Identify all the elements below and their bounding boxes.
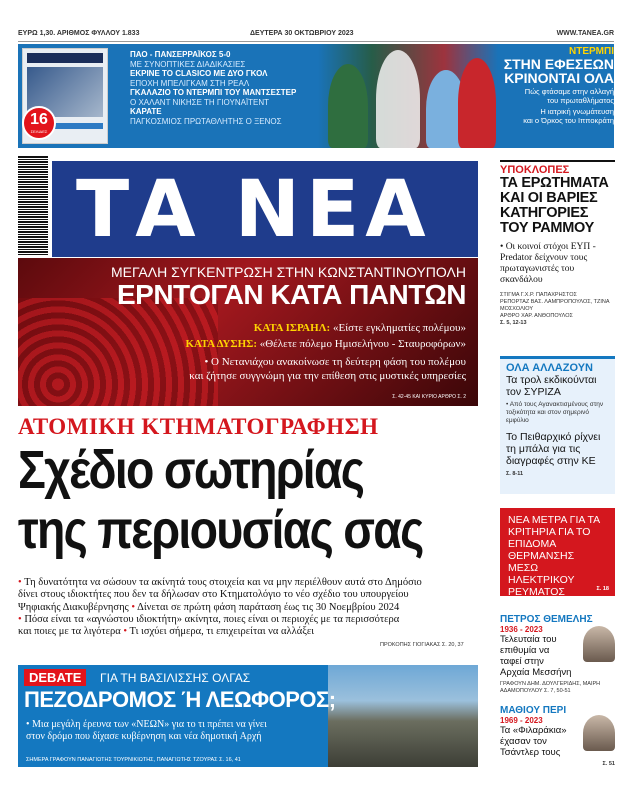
story-text: • Οι κοινοί στόχοι ΕΥΠ - Predator δείχνουν τους πρωταγωνιστές του σκανδάλου (500, 242, 596, 285)
portrait-avatar (583, 715, 615, 751)
masthead[interactable] (52, 161, 478, 257)
issue-date: ΔΕΥΤΕΡΑ 30 ΟΚΤΩΒΡΙΟΥ 2023 (250, 30, 354, 37)
promo-line: ΠΑΓΚΟΣΜΙΟΣ ΠΡΩΤΑΘΛΗΤΗΣ Ο ΞΕΝΟΣ (130, 116, 282, 126)
derby-kicker: ΝΤΕΡΜΠΙ (569, 46, 614, 57)
erdogan-line (185, 338, 466, 350)
story-page-ref: Σ. 18 (596, 586, 609, 592)
story-heating-allowance[interactable] (500, 508, 615, 596)
story-page-ref: Σ. 8-11 (506, 471, 524, 477)
street-photo (328, 665, 478, 767)
erdogan-line (254, 322, 466, 334)
derby-story (496, 46, 614, 125)
story-headline: ΝΕΑ ΜΕΤΡΑ ΓΙΑ ΤΑ ΚΡΙΤΗΡΙΑ ΓΙΑ ΤΟ ΕΠΙΔΟΜΑ ΘΕΡΜΑΝΣΗΣ ΜΕΣΩ ΗΛΕΚΤΡΙΚΟΥ ΡΕΥΜΑΤΟΣ (508, 514, 600, 598)
debate-credits: ΣΗΜΕΡΑ ΓΡΑΦΟΥΝ ΠΑΝΑΓΙΩΤΗΣ ΤΟΥΡΝΙΚΙΩΤΗΣ, ΠΑΝΑΓΙΩΤΗΣ ΤΖΟΥΡΑΣ Σ. 16, 41 (26, 757, 241, 763)
story-wiretaps[interactable] (500, 164, 615, 327)
derby-text: Πώς φτάσαμε στην αλλαγή (524, 87, 614, 96)
erdogan-headline: ΕΡΝΤΟΓΑΝ ΚΑΤΑ ΠΑΝΤΩΝ (116, 279, 466, 310)
erdogan-line: και ζήτησε συγγνώμη για την επίθεση στις μυστικές υπηρεσίες (189, 370, 466, 382)
erdogan-line: • Ο Νετανιάχου ανακοίνωσε τη δεύτερη φάση του πολέμου (204, 356, 466, 368)
story-text: • Από τους Αγανακτισμένους στην τοξικότητα και στον σημερινό εμφύλιο (506, 401, 604, 424)
pages-badge (22, 106, 56, 140)
promo-line: ΜΕ ΣΥΝΟΠΤΙΚΕΣ ΔΙΑΔΙΚΑΣΙΕΣ (130, 59, 246, 69)
headline-line: της περιουσίας σας (18, 500, 423, 560)
body-text: δίνει στους ιδιοκτήτες που δεν τα δήλωσαν στο Κτηματολόγιο το νέο σχέδιο του υπουργείου (18, 589, 409, 601)
main-body: • Τη δυνατότητα να σώσουν τα ακίνητά τους στοιχεία και να μην περιέλθουν αυτά στο Δημόσιο δίνει στους ιδιοκτήτες που δεν τα δήλωσαν στο Κτηματολόγιο το νέο σχέδιο του υπουργείου Ψηφιακής Διακυβέρνησης • Δίνεται σε πρώτη φάση παράταση έως τις 30 Νοεμβρίου 2024 • Πόσα είναι τα «αγνώστου ιδιοκτήτη» ακίνητα, ποιες είναι οι περιοχές με τα περισσότερα και ποιες με τα λιγότερα • Τι ισχύει σήμερα, τι επιχειρείται να αλλάξει (18, 577, 478, 638)
line-text: «Είστε εγκληματίες πολέμου» (332, 322, 466, 334)
erdogan-story[interactable] (18, 258, 478, 406)
body-text: Πόσα είναι τα «αγνώστου ιδιοκτήτη» ακίνητα, ποιες είναι οι περιοχές με τα περισσότερα (24, 613, 400, 625)
barcode (18, 155, 48, 255)
obituary-credits: ΓΡΑΦΟΥΝ ΔΗΜ. ΔΟΥΛΓΕΡΙΔΗΣ, ΜΑΙΡΗ ΑΔΑΜΟΠΟΥΛΟΥ Σ. 7, 50-51 (500, 681, 601, 694)
story-text: Τα τρολ εκδικούνται τον ΣΥΡΙΖΑ (506, 374, 597, 398)
obituary-perry[interactable] (500, 705, 615, 767)
debate-text-line: στον δρόμο που δίχασε κυβέρνηση και νέα δημοτική Αρχή (26, 731, 262, 742)
promo-line: ΓΚΑΛΑΖΙΟ ΤΟ ΝΤΕΡΜΠΙ ΤΟΥ ΜΑΝΤΣΕΣΤΕΡ (130, 88, 297, 97)
line-label: ΚΑΤΑ ΙΣΡΑΗΛ: (253, 322, 331, 334)
obituary-years: 1969 - 2023 (500, 716, 543, 725)
debate-text-line: • Μια μεγάλη έρευνα των «ΝΕΩΝ» για το τι πρέπει να γίνει (26, 719, 267, 730)
debate-text (26, 719, 346, 743)
main-kicker: ΑΤΟΜΙΚΗ ΚΤΗΜΑΤΟΓΡΑΦΗΣΗ (18, 414, 379, 439)
debate-story[interactable] (18, 665, 478, 767)
crowd-photo (18, 298, 218, 406)
obituary-years: 1936 - 2023 (500, 625, 543, 634)
debate-headline: ΠΕΖΟΔΡΟΜΟΣ Ή ΛΕΩΦΟΡΟΣ; (24, 687, 336, 712)
story-credits: ΡΕΠΟΡΤΑΖ ΒΑΣ. ΛΑΜΠΡΟΠΟΥΛΟΣ, ΤΖΙΝΑ ΜΟΣΧΟΛΙΟΥ (500, 299, 610, 312)
body-text: Δίνεται σε πρώτη φάση παράταση έως τις 30 Νοεμβρίου 2024 (137, 601, 400, 613)
headline-line: Σχέδιο σωτηρίας (18, 440, 364, 500)
promo-line: Ο ΧΑΛΑΝΤ ΝΙΚΗΣΕ ΤΗ ΓΙΟΥΝΑΪΤΕΝΤ (130, 97, 270, 107)
price-issue: ΕΥΡΩ 1,30. ΑΡΙΘΜΟΣ ΦΥΛΛΟΥ 1.833 (18, 30, 140, 37)
story-kicker: ΟΛΑ ΑΛΛΑΖΟΥΝ (506, 362, 594, 374)
story-syriza[interactable] (500, 356, 615, 494)
story-credits: ΣΤΙΓΜΑ Γ.Χ.Ρ. ΠΑΠΑΧΡΗΣΤΟΣ (500, 292, 577, 298)
story-page-ref: Σ. 5, 12-13 (500, 320, 527, 326)
promo-headlines (130, 50, 320, 126)
promo-line: ΠΑΟ - ΠΑΝΣΕΡΡΑΪΚΟΣ 5-0 (130, 50, 231, 59)
main-byline: ΠΡΟΚΟΠΗΣ ΓΙΟΓΙΑΚΑΣ Σ. 20, 37 (380, 642, 464, 648)
derby-headline: ΣΤΗΝ ΕΦΕΣΕΩΝ (503, 56, 614, 72)
divider (500, 160, 615, 162)
promo-line: ΚΑΡΑΤΕ (130, 107, 162, 116)
erdogan-kicker: ΜΕΓΑΛΗ ΣΥΓΚΕΝΤΡΩΣΗ ΣΤΗΝ ΚΩΝΣΤΑΝΤΙΝΟΥΠΟΛΗ (111, 264, 466, 280)
badge-number: 16 (30, 111, 48, 128)
body-text: και ποιες με τα λιγότερα (18, 626, 121, 638)
erdogan-page-ref: Σ. 42-45 ΚΑΙ ΚΥΡΙΟ ΑΡΘΡΟ Σ. 2 (392, 394, 466, 400)
main-headline[interactable] (18, 440, 482, 560)
body-text: Τι ισχύει σήμερα, τι επιχειρείται να αλλάξει (129, 626, 315, 638)
obituary-page-ref: Σ. 51 (602, 761, 615, 767)
derby-text: και ο Όρκος του Ιπποκράτη (523, 116, 614, 125)
portrait-avatar (583, 626, 615, 662)
sports-promo-banner[interactable] (18, 44, 614, 148)
top-strip (18, 28, 614, 42)
obituary-text: Τελευταία του επιθυμία να ταφεί στην Αρχαία Μεσσήνη (500, 634, 572, 678)
promo-line: ΕΠΟΧΗ ΜΠΕΛΙΓΚΑΜ ΣΤΗ ΡΕΑΛ (130, 78, 250, 88)
football-players-photo (318, 44, 498, 148)
story-text: Το Πειθαρχικό ρίχνει τη μπάλα για τις διαγραφές στην ΚΕ (506, 431, 601, 467)
website-link[interactable]: WWW.TANEA.GR (556, 30, 614, 37)
body-text: Τη δυνατότητα να σώσουν τα ακίνητά τους στοιχεία και να μην περιέλθουν αυτά στο Δημόσιο (24, 577, 422, 588)
debate-subtitle: ΓΙΑ ΤΗ ΒΑΣΙΛΙΣΣΗΣ ΟΛΓΑΣ (100, 671, 251, 685)
derby-text: του πρωταθλήματος (547, 96, 614, 105)
badge-text: ΣΕΛΙΔΕΣ (30, 129, 48, 134)
story-credits: ΑΡΘΡΟ ΧΑΡ. ΑΝΘΟΠΟΥΛΟΣ (500, 313, 573, 319)
story-headline: ΤΑ ΕΡΩΤΗΜΑΤΑ ΚΑΙ ΟΙ ΒΑΡΙΕΣ ΚΑΤΗΓΟΡΙΕΣ ΤΟΥ ΡΑΜΜΟΥ (500, 175, 609, 236)
derby-text: Η ιατρική γνωμάτευση (540, 107, 614, 116)
line-label: ΚΑΤΑ ΔΥΣΗΣ: (185, 338, 257, 350)
obituary-themelis[interactable] (500, 614, 615, 695)
obituary-text: Τα «Φιλαράκια» έχασαν τον Τσάντλερ τους (500, 725, 567, 758)
derby-headline: ΚΡΙΝΟΝΤΑΙ ΟΛΑ (504, 70, 614, 86)
obituary-name: ΠΕΤΡΟΣ ΘΕΜΕΛΗΣ (500, 614, 593, 625)
debate-tag: DEBATE (24, 669, 86, 686)
body-text: Ψηφιακής Διακυβέρνησης (18, 601, 129, 613)
obituary-name: ΜΑΘΙΟΥ ΠΕΡΙ (500, 705, 567, 716)
promo-line: ΕΚΡΙΝΕ ΤΟ CLASICO ΜΕ ΔΥΟ ΓΚΟΛ (130, 69, 268, 78)
newspaper-logo: ΤΑ ΝΕΑ (76, 165, 432, 255)
story-kicker: ΥΠΟΚΛΟΠΕΣ (500, 164, 570, 176)
line-text: «Θέλετε πόλεμο Ημισελήνου - Σταυροφόρων» (259, 338, 466, 350)
